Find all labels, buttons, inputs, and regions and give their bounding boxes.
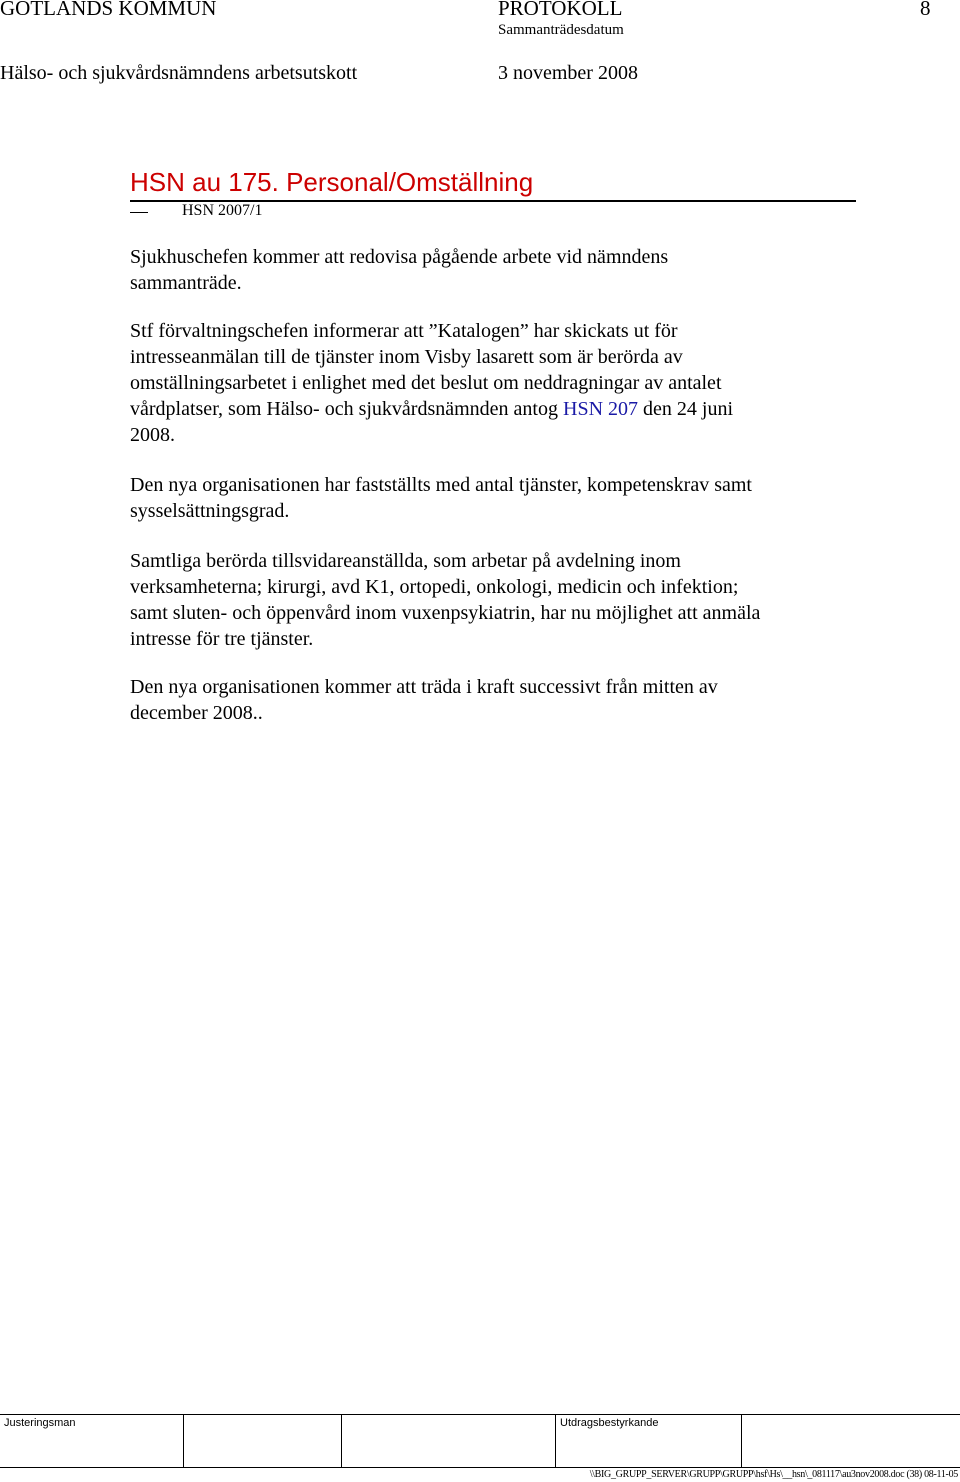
paragraph-employees (130, 548, 850, 652)
hsn-decision-link[interactable]: HSN 207 (563, 398, 639, 420)
case-reference: HSN 2007/1 (182, 202, 263, 219)
text-line: Sjukhuschefen kommer att redovisa pågående arbete vid nämndens (130, 246, 669, 268)
footer-divider (741, 1415, 742, 1467)
footer-bottom-rule (0, 1467, 960, 1468)
utdrag-label: Utdragsbestyrkande (560, 1417, 659, 1429)
section-heading: HSN au 175. Personal/Omställning (130, 167, 534, 197)
paragraph-presentation (130, 244, 850, 296)
text-line-with-reference (130, 396, 850, 422)
signature-footer (0, 1414, 960, 1481)
text-line: sammanträde. (130, 272, 242, 294)
text-segment: vårdplatser, som Hälso- och sjukvårdsnämnden antog (130, 398, 563, 420)
page-number: 8 (920, 0, 931, 20)
text-line: Samtliga berörda tillsvidareanställda, som arbetar på avdelning inom (130, 550, 681, 572)
text-line: samt sluten- och öppenvård inom vuxenpsykiatrin, har nu möjlighet att anmäla (130, 602, 761, 624)
text-line: Den nya organisationen kommer att träda i kraft successivt från mitten av (130, 676, 718, 698)
municipality-name: GOTLANDS KOMMUN (0, 0, 217, 20)
paragraph-implementation (130, 674, 850, 726)
meeting-date: 3 november 2008 (498, 62, 638, 84)
committee-name: Hälso- och sjukvårdsnämndens arbetsutskott (0, 62, 358, 84)
text-line: sysselsättningsgrad. (130, 500, 290, 522)
paragraph-organisation (130, 472, 850, 524)
text-line: Den nya organisationen har fastställts med antal tjänster, kompetenskrav samt (130, 474, 752, 496)
justering-label: Justeringsman (4, 1417, 76, 1429)
text-line: Stf förvaltningschefen informerar att ”Katalogen” har skickats ut för (130, 320, 678, 342)
footer-divider (183, 1415, 184, 1467)
footer-divider (555, 1415, 556, 1467)
case-ref-dash (130, 212, 148, 213)
text-line: 2008. (130, 424, 175, 446)
text-line: intresseanmälan till de tjänster inom Visby lasarett som är berörda av (130, 346, 683, 368)
text-line: intresse för tre tjänster. (130, 628, 314, 650)
text-line: verksamheterna; kirurgi, avd K1, ortopedi, onkologi, medicin och infektion; (130, 576, 739, 598)
footer-divider (341, 1415, 342, 1467)
paragraph-catalogue (130, 318, 850, 448)
text-segment: den 24 juni (638, 398, 734, 420)
document-type: PROTOKOLL (498, 0, 623, 20)
text-line: omställningsarbetet i enlighet med det beslut om neddragningar av antalet (130, 372, 722, 394)
text-line: december 2008.. (130, 702, 263, 724)
meeting-date-label: Sammanträdesdatum (498, 22, 624, 38)
file-path: \\BIG_GRUPP_SERVER\GRUPP\GRUPP\hsf\Hs\__hsn\_081117\au3nov2008.doc (38) 08-11-05 (589, 1469, 958, 1480)
